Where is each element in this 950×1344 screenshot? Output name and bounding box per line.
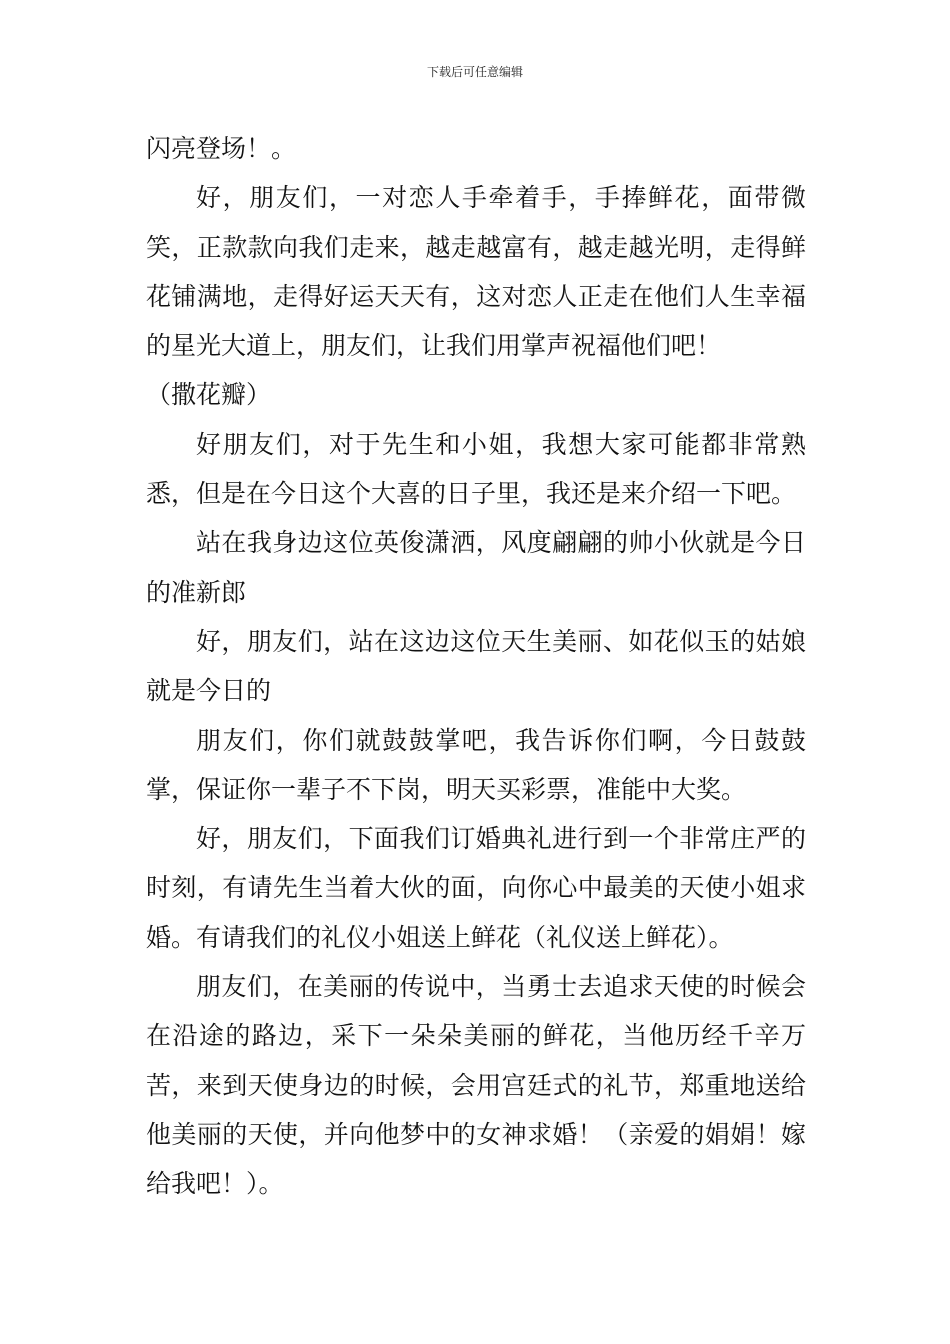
paragraph-5: 站在我身边这位英俊潇洒，风度翩翩的帅小伙就是今日的准新郎 <box>146 528 806 607</box>
paragraph-2: 好，朋友们，一对恋人手牵着手，手捧鲜花，面带微笑，正款款向我们走来，越走越富有，越走越光明，走得鲜花铺满地，走得好运天天有，这对恋人正走在他们人生幸福的星光大道上，朋友们，让我们用掌声祝福他们吧！ <box>146 183 806 361</box>
page-header: 下载后可任意编辑 <box>426 65 523 79</box>
paragraph-9: 朋友们，在美丽的传说中，当勇士去追求天使的时候会在沿途的路边，采下一朵朵美丽的鲜花，当他历经千辛万苦，来到天使身边的时候，会用宫廷式的礼节，郑重地送给他美丽的天使，并向他梦中的女神求婚！（亲爱的娟娟！嫁给我吧！）。 <box>146 972 806 1199</box>
paragraph-4: 好朋友们，对于先生和小姐，我想大家可能都非常熟悉，但是在今日这个大喜的日子里，我还是来介绍一下吧。 <box>146 429 806 509</box>
document-body <box>146 124 806 1209</box>
paragraph-3: （撒花瓣） <box>146 380 272 410</box>
paragraph-8: 好，朋友们，下面我们订婚典礼进行到一个非常庄严的时刻，有请先生当着大伙的面，向你心中最美的天使小姐求婚。有请我们的礼仪小姐送上鲜花（礼仪送上鲜花）。 <box>146 824 806 952</box>
paragraph-6: 好，朋友们，站在这边这位天生美丽、如花似玉的姑娘就是今日的 <box>146 626 806 706</box>
paragraph-1: 闪亮登场！。 <box>146 134 297 163</box>
paragraph-7: 朋友们，你们就鼓鼓掌吧，我告诉你们啊，今日鼓鼓掌，保证你一辈子不下岗，明天买彩票，准能中大奖。 <box>146 725 806 804</box>
